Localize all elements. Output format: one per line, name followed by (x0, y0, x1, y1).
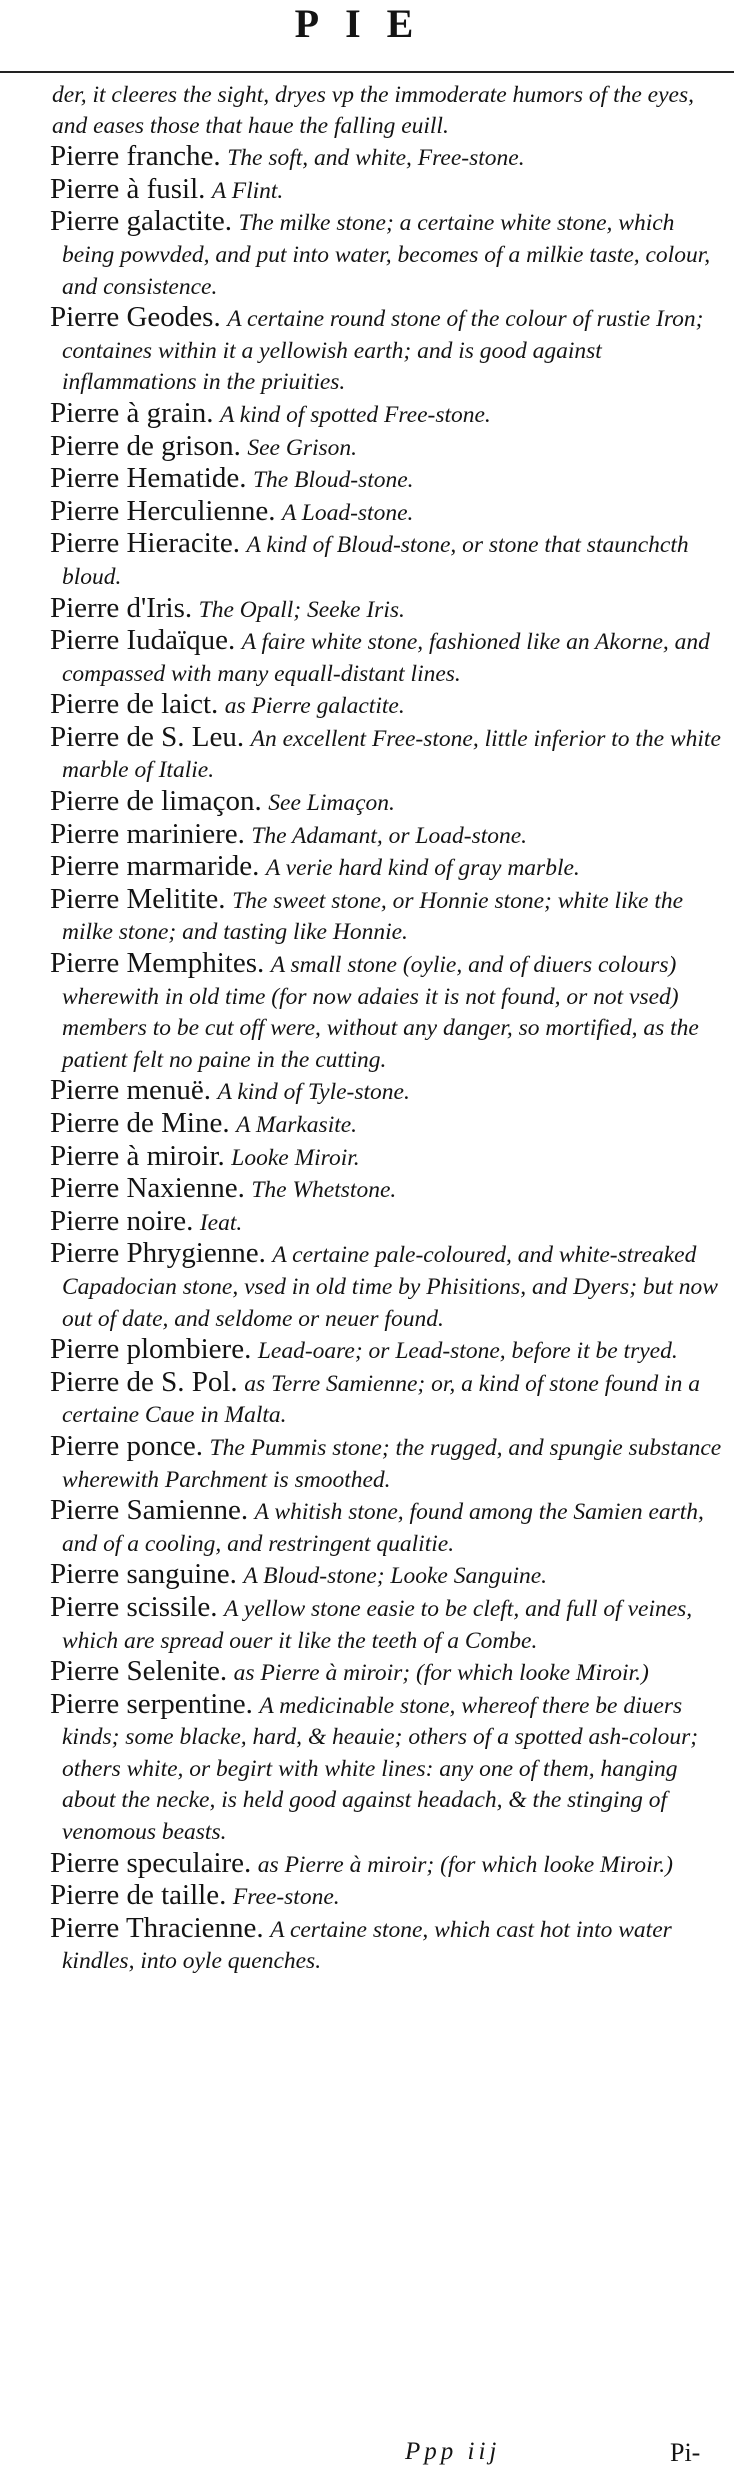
entry-definition: The Bloud-stone. (252, 467, 414, 494)
dictionary-entry (50, 722, 722, 786)
entry-definition: A Markasite. (236, 1112, 358, 1138)
dictionary-entry (50, 819, 722, 852)
dictionary-entry (50, 431, 722, 464)
entry-headword: Pierre scissile. (50, 1590, 218, 1623)
entry-definition: Looke Miroir. (231, 1144, 360, 1171)
entry-headword: Pierre à miroir. (50, 1139, 225, 1172)
dictionary-entry (50, 625, 722, 689)
page-footer (0, 2438, 734, 2484)
entry-definition: The Adamant, or Load-stone. (251, 822, 528, 849)
entry-definition: Lead-oare; or Lead-stone, before it be tryed. (257, 1338, 678, 1365)
dictionary-entry (50, 206, 722, 302)
dictionary-entry (50, 1173, 722, 1206)
entry-definition: A kind of Tyle-stone. (217, 1079, 410, 1106)
dictionary-entry (50, 689, 722, 722)
entry-headword: Pierre ponce. (50, 1429, 203, 1462)
entry-definition: A kind of spotted Free-stone. (219, 401, 491, 428)
dictionary-entry (50, 174, 722, 207)
continued-definition: der, it cleeres the sight, dryes vp the immoderate humors of the eyes, and eases those that haue the falling euill. (52, 82, 694, 139)
dictionary-entry (50, 528, 722, 592)
entry-definition: See Grison. (247, 434, 358, 461)
entry-headword: Pierre noire. (50, 1204, 194, 1237)
entry-definition: A small stone (oylie, and of diuers colours) wherewith in old time (for now adaies it is not found, or not vsed) members to be cut off were, without any danger, so mortified, as the patient felt no paine in the cutting. (62, 952, 699, 1073)
entry-headword: Pierre speculaire. (50, 1846, 252, 1879)
entry-headword: Pierre plombiere. (50, 1333, 252, 1366)
entry-definition: The Whetstone. (251, 1177, 397, 1204)
entry-definition: A Load-stone. (281, 499, 414, 526)
dictionary-entry (50, 1367, 722, 1431)
entry-headword: Pierre sanguine. (50, 1558, 237, 1591)
dictionary-entry (50, 1656, 722, 1689)
dictionary-entry (50, 851, 722, 884)
dictionary-entry (50, 1848, 722, 1881)
dictionary-entry (50, 1880, 722, 1913)
entry-definition: A whitish stone, found among the Samien earth, and of a cooling, and restringent qualitie. (62, 1499, 704, 1557)
entry-headword: Pierre à grain. (50, 396, 214, 429)
dictionary-entry (50, 1592, 722, 1656)
entry-definition: An excellent Free-stone, little inferior to the white marble of Italie. (62, 725, 721, 784)
entry-headword: Pierre Geodes. (50, 301, 221, 334)
dictionary-entry (50, 1559, 722, 1592)
header-rule (0, 71, 734, 73)
entry-headword: Pierre Melitite. (50, 882, 226, 915)
entry-headword: Pierre de limaçon. (50, 785, 262, 818)
signature-mark: Ppp iij (405, 2438, 501, 2465)
entry-definition: A medicinable stone, whereof there be diuers kinds; some blacke, hard, & heauie; others of a spotted ash-colour; others white, or begirt with white lines: any one of them, hanging about the necke, is held good against headach, & the stinging of venomous beasts. (62, 1692, 699, 1846)
entry-headword: Pierre de grison. (50, 429, 241, 462)
entry-definition: A certaine round stone of the colour of rustie Iron; containes within it a yellowish earth; and is good against inflammations in the priuities. (62, 306, 704, 396)
entry-definition: The milke stone; a certaine white stone, which being powvded, and put into water, becomes of a milkie taste, colour, and consistence. (62, 210, 711, 300)
entry-headword: Pierre Hieracite. (50, 527, 241, 560)
entry-definition: Ieat. (199, 1209, 243, 1236)
dictionary-entry (50, 302, 722, 398)
entry-definition: A Bloud-stone; Looke Sanguine. (243, 1563, 548, 1590)
dictionary-entry (50, 1206, 722, 1239)
dictionary-entry (50, 141, 722, 174)
dictionary-entry (50, 398, 722, 431)
dictionary-entry (50, 786, 722, 819)
entry-definition: as Pierre à miroir; (for which looke Miroir.) (257, 1851, 673, 1878)
entry-definition: as Pierre galactite. (224, 693, 405, 720)
entry-headword: Pierre Hematide. (50, 462, 247, 495)
entry-headword: Pierre mariniere. (50, 817, 245, 850)
dictionary-entry (50, 593, 722, 626)
dictionary-entry (50, 496, 722, 529)
entry-headword: Pierre Phrygienne. (50, 1237, 266, 1270)
dictionary-entry (50, 884, 722, 948)
entry-headword: Pierre Selenite. (50, 1655, 228, 1688)
entry-definition: A faire white stone, fashioned like an Akorne, and compassed with many equall-distant lines. (62, 629, 710, 687)
entry-definition: A verie hard kind of gray marble. (265, 855, 580, 882)
page-header (0, 0, 734, 58)
entry-headword: Pierre de laict. (50, 688, 219, 721)
entry-definition: A kind of Bloud-stone, or stone that staunchcth bloud. (62, 532, 689, 590)
entry-definition: as Terre Samienne; or, a kind of stone found in a certaine Caue in Malta. (62, 1370, 701, 1429)
entries-column (50, 80, 722, 1977)
dictionary-entry (50, 1689, 722, 1848)
entry-definition: Free-stone. (232, 1884, 340, 1911)
dictionary-entry (50, 1913, 722, 1977)
entry-headword: Pierre serpentine. (50, 1687, 253, 1720)
entry-definition: See Limaçon. (268, 790, 395, 817)
dictionary-entry (50, 463, 722, 496)
entry-definition: as Pierre à miroir; (for which looke Miroir.) (233, 1660, 649, 1687)
entry-definition: A yellow stone easie to be cleft, and full of veines, which are spread ouer it like the teeth of a Combe. (62, 1595, 693, 1654)
entry-definition: A certaine pale-coloured, and white-streaked Capadocian stone, vsed in old time by Phisitions, and Dyers; but now out of date, and seldome or neuer found. (62, 1242, 718, 1332)
entry-headword: Pierre Iudaïque. (50, 624, 236, 657)
entry-headword: Pierre Herculienne. (50, 494, 276, 527)
entry-definition: A Flint. (211, 177, 284, 204)
catchword: Pi- (670, 2438, 701, 2467)
dictionary-entry (50, 1108, 722, 1141)
entry-headword: Pierre de Mine. (50, 1107, 230, 1139)
entry-headword: Pierre de S. Leu. (50, 720, 245, 753)
entry-headword: Pierre de S. Pol. (50, 1365, 238, 1398)
entry-headword: Pierre Memphites. (50, 947, 265, 980)
entry-headword: Pierre à fusil. (50, 172, 206, 205)
entry-headword: Pierre marmaride. (50, 850, 260, 883)
entry-definition: A certaine stone, which cast hot into water kindles, into oyle quenches. (62, 1916, 672, 1975)
entry-headword: Pierre Thracienne. (50, 1911, 264, 1944)
dictionary-entry (50, 1495, 722, 1559)
dictionary-entry (50, 1238, 722, 1334)
entry-headword: Pierre galactite. (50, 205, 232, 238)
entry-definition: The sweet stone, or Honnie stone; white like the milke stone; and tasting like Honnie. (62, 887, 684, 946)
entry-headword: Pierre de taille. (50, 1879, 227, 1912)
dictionary-entry (50, 1141, 722, 1174)
dictionary-entry (50, 1334, 722, 1367)
entry-headword: Pierre franche. (50, 140, 221, 173)
entry-definition: The Pummis stone; the rugged, and spungie substance wherewith Parchment is smoothed. (62, 1434, 722, 1493)
entry-definition: The soft, and white, Free-stone. (227, 145, 525, 172)
entry-headword: Pierre Samienne. (50, 1494, 249, 1527)
entry-headword: Pierre menuë. (50, 1074, 212, 1107)
dictionary-entry (50, 1075, 722, 1108)
running-head: PIE (294, 1, 440, 46)
entry-headword: Pierre Naxienne. (50, 1172, 245, 1205)
entry-headword: Pierre d'Iris. (50, 591, 193, 624)
entry-definition: The Opall; Seeke Iris. (198, 596, 405, 623)
dictionary-entry (50, 1431, 722, 1495)
dictionary-entry (50, 948, 722, 1075)
